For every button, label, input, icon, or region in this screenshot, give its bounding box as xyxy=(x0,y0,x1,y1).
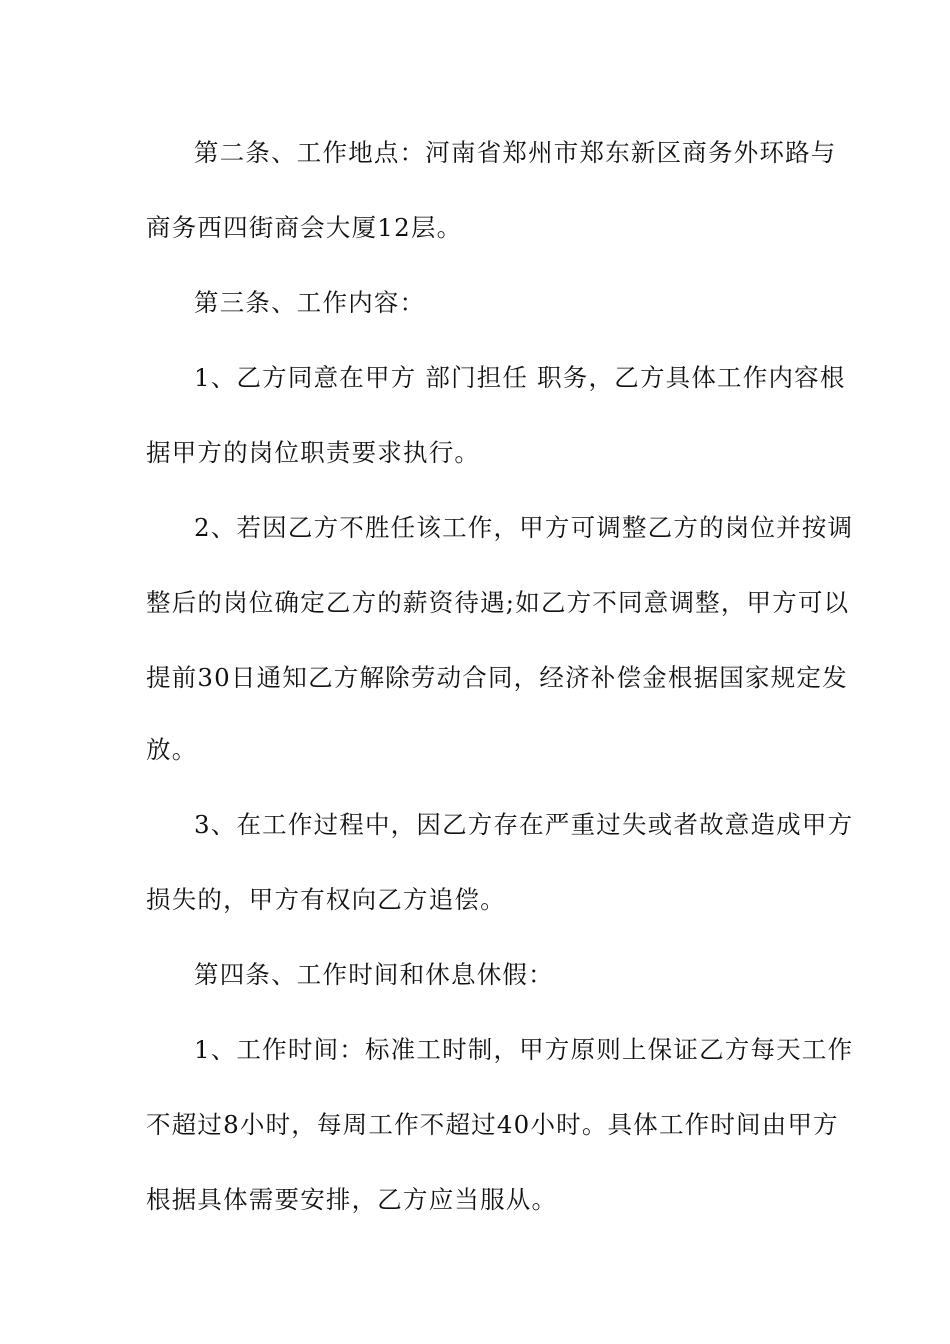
article-2-line-2: 商务西四街商会大厦12层。 xyxy=(146,213,463,242)
clause-4-1-line-1: 1、工作时间：标准工时制，甲方原则上保证乙方每天工作 xyxy=(194,1035,854,1064)
clause-3-2-line-3: 提前30日通知乙方解除劳动合同，经济补偿金根据国家规定发 xyxy=(146,663,848,692)
article-2-line-1: 第二条、工作地点：河南省郑州市郑东新区商务外环路与 xyxy=(194,138,837,167)
clause-3-3-line-1: 3、在工作过程中，因乙方存在严重过失或者故意造成甲方 xyxy=(194,810,854,839)
article-3-heading: 第三条、工作内容： xyxy=(194,288,426,317)
article-4-heading: 第四条、工作时间和休息休假： xyxy=(194,960,554,989)
clause-3-2-line-1: 2、若因乙方不胜任该工作，甲方可调整乙方的岗位并按调 xyxy=(194,513,854,542)
clause-3-1-line-2: 据甲方的岗位职责要求执行。 xyxy=(146,438,481,467)
clause-3-2-line-2: 整后的岗位确定乙方的薪资待遇;如乙方不同意调整，甲方可以 xyxy=(146,588,850,617)
clause-4-1-line-3: 根据具体需要安排，乙方应当服从。 xyxy=(146,1185,558,1214)
clause-3-1-line-1: 1、乙方同意在甲方 部门担任 职务，乙方具体工作内容根 xyxy=(194,363,846,392)
clause-3-3-line-2: 损失的，甲方有权向乙方追偿。 xyxy=(146,885,506,914)
clause-3-2-line-4: 放。 xyxy=(146,735,198,764)
clause-4-1-line-2: 不超过8小时，每周工作不超过40小时。具体工作时间由甲方 xyxy=(146,1110,839,1139)
